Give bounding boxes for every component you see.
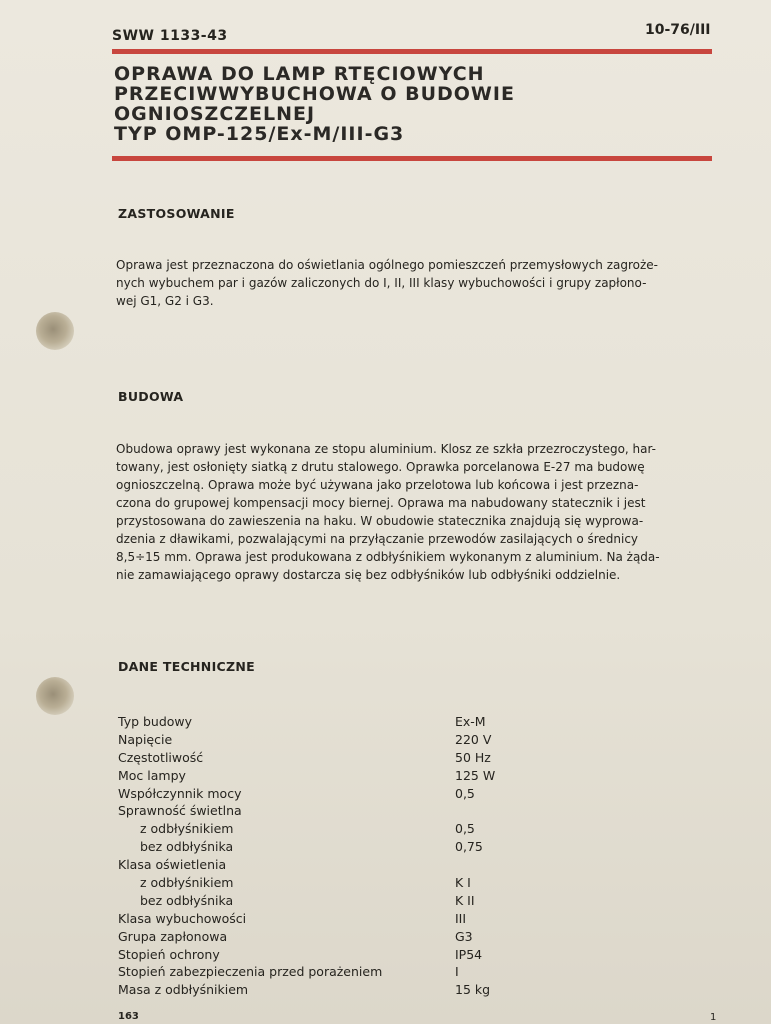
spec-row: [118, 838, 538, 856]
spec-row: [118, 874, 538, 892]
spec-row: [118, 856, 538, 874]
text-line: wej G1, G2 i G3.: [116, 294, 214, 308]
spec-row: [118, 963, 538, 981]
spec-row: [118, 767, 538, 785]
spec-label: Moc lampy: [118, 767, 186, 783]
spec-label: Sprawność świetlna: [118, 803, 242, 819]
spec-value: 50 Hz: [455, 749, 491, 765]
spec-row: [118, 981, 538, 999]
spec-row: [118, 713, 538, 731]
spec-label: z odbłyśnikiem: [140, 821, 234, 837]
text-line: przystosowana do zawieszenia na haku. W obudowie statecznika znajdują się wyprowa-: [116, 514, 644, 528]
spec-row: [118, 928, 538, 946]
text-line: Oprawa jest przeznaczona do oświetlania ogólnego pomieszczeń przemysłowych zagroże-: [116, 258, 658, 272]
punch-hole-bottom: [36, 677, 74, 715]
spec-label: bez odbłyśnika: [140, 892, 234, 908]
text-line: dzenia z dławikami, pozwalającymi na przyłączanie przewodów zasilających o średnicy: [116, 532, 639, 546]
text-line: nie zamawiającego oprawy dostarcza się bez odbłyśników lub odbłyśniki oddzielnie.: [116, 568, 621, 582]
spec-label: Współczynnik mocy: [118, 785, 242, 801]
document-title: [114, 64, 714, 144]
text-line: czona do grupowej kompensacji mocy biernej. Oprawa ma nabudowany statecznik i jest: [116, 496, 646, 510]
title-line-2: PRZECIWWYBUCHOWA O BUDOWIE: [114, 83, 515, 105]
paragraph-zastosowanie: [116, 256, 714, 310]
page-number: 163: [118, 1011, 139, 1022]
spec-row: [118, 785, 538, 803]
paragraph-budowa: [116, 440, 714, 584]
text-line: 8,5÷15 mm. Oprawa jest produkowana z odbłyśnikiem wykonanym z aluminium. Na żąda-: [116, 550, 660, 564]
technical-data-table: [118, 713, 538, 999]
spec-row: [118, 749, 538, 767]
spec-row: [118, 946, 538, 964]
corner-mark: 1: [710, 1012, 717, 1023]
section-heading-budowa: BUDOWA: [118, 389, 184, 404]
spec-value: K I: [455, 875, 471, 891]
spec-label: z odbłyśnikiem: [140, 875, 234, 891]
spec-label: Klasa oświetlenia: [118, 857, 227, 873]
spec-value: 15 kg: [455, 982, 491, 998]
text-line: ognioszczelną. Oprawa może być używana jako przelotowa lub końcowa i jest przezna-: [116, 478, 639, 492]
spec-value: 0,5: [455, 785, 475, 801]
spec-value: 0,75: [455, 839, 483, 855]
text-line: nych wybuchem par i gazów zaliczonych do I, II, III klasy wybuchowości i grupy zapłono-: [116, 276, 647, 290]
spec-value: 220 V: [455, 731, 492, 747]
text-line: towany, jest osłonięty siatką z drutu stalowego. Oprawka porcelanowa E-27 ma budowę: [116, 460, 645, 474]
top-red-rule: [112, 49, 712, 54]
spec-row: [118, 820, 538, 838]
spec-value: G3: [455, 928, 473, 944]
spec-row: [118, 892, 538, 910]
spec-label: Masa z odbłyśnikiem: [118, 982, 249, 998]
title-line-1: OPRAWA DO LAMP RTĘCIOWYCH: [114, 63, 485, 85]
revision-code: 10-76/III: [645, 22, 711, 38]
spec-label: bez odbłyśnika: [140, 839, 234, 855]
spec-value: 0,5: [455, 821, 475, 837]
punch-hole-top: [36, 312, 74, 350]
spec-row: [118, 910, 538, 928]
spec-value: IP54: [455, 946, 483, 962]
spec-label: Typ budowy: [118, 714, 193, 729]
spec-label: Stopień ochrony: [118, 946, 220, 962]
spec-value: Ex-M: [455, 714, 486, 729]
spec-label: Stopień zabezpieczenia przed porażeniem: [118, 964, 383, 980]
spec-value: K II: [455, 892, 475, 908]
section-heading-dane-techniczne: DANE TECHNICZNE: [118, 659, 255, 674]
text-line: Obudowa oprawy jest wykonana ze stopu aluminium. Klosz ze szkła przezroczystego, har-: [116, 442, 657, 456]
spec-value: I: [455, 964, 459, 980]
spec-row: [118, 731, 538, 749]
spec-row: [118, 802, 538, 820]
spec-value: 125 W: [455, 767, 496, 783]
title-line-3: OGNIOSZCZELNEJ: [114, 103, 316, 125]
bottom-red-rule: [112, 156, 712, 161]
title-line-4: TYP OMP-125/Ex-M/III-G3: [114, 123, 405, 145]
spec-value: III: [455, 910, 467, 926]
spec-label: Klasa wybuchowości: [118, 910, 247, 926]
spec-label: Częstotliwość: [118, 749, 204, 765]
section-heading-zastosowanie: ZASTOSOWANIE: [118, 206, 235, 221]
spec-label: Grupa zapłonowa: [118, 928, 228, 944]
document-code: SWW 1133-43: [112, 28, 228, 44]
spec-label: Napięcie: [118, 731, 173, 747]
